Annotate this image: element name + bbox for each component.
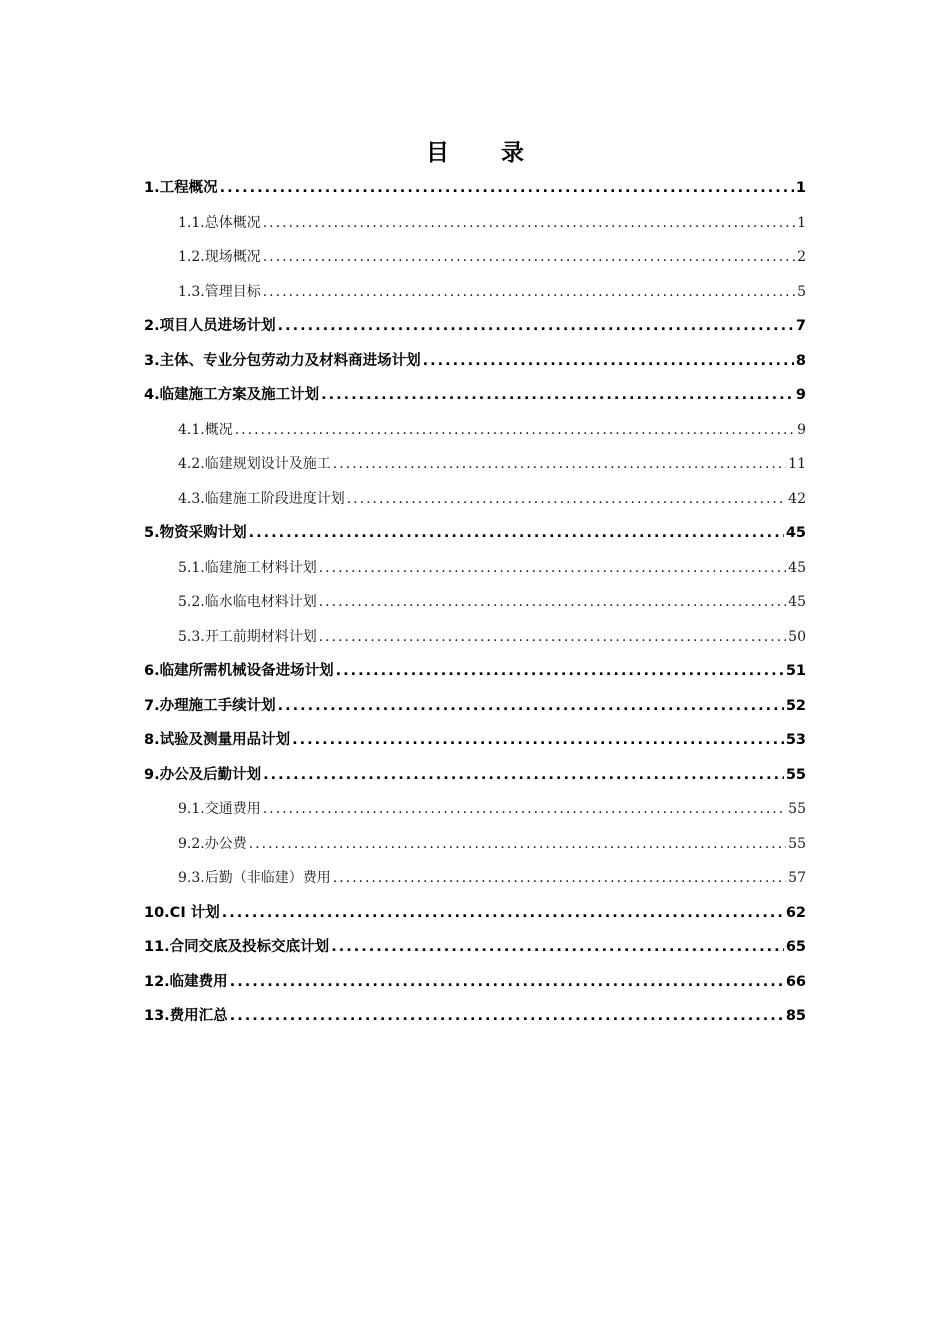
toc-entry-title: 4.临建施工方案及施工计划 — [144, 387, 320, 403]
toc-entry-section[interactable] — [144, 896, 806, 931]
toc-page-number: 9 — [797, 421, 806, 438]
toc-dot-leader — [292, 723, 784, 758]
toc-entry-subsection[interactable] — [144, 827, 806, 862]
toc-entry-title: 5.1.临建施工材料计划 — [178, 559, 317, 576]
toc-page-number: 9 — [795, 387, 806, 403]
toc-dot-leader — [423, 344, 794, 379]
toc-entry-subsection[interactable] — [144, 585, 806, 620]
toc-entry-title: 11.合同交底及投标交底计划 — [144, 939, 330, 955]
toc-entry-subsection[interactable] — [144, 551, 806, 586]
toc-dot-leader — [333, 447, 786, 482]
toc-entry-section[interactable] — [144, 930, 806, 965]
toc-entry-title: 4.3.临建施工阶段进度计划 — [178, 490, 345, 507]
toc-entry-subsection[interactable] — [144, 413, 806, 448]
toc-dot-leader — [230, 965, 784, 1000]
toc-entry-subsection[interactable] — [144, 861, 806, 896]
toc-page-number: 11 — [788, 456, 806, 472]
toc-entry-title: 5.物资采购计划 — [144, 525, 247, 541]
toc-dot-leader — [263, 792, 786, 827]
toc-dot-leader — [347, 482, 786, 517]
toc-entry-title: 9.办公及后勤计划 — [144, 766, 262, 783]
toc-page-number: 1 — [795, 180, 806, 196]
toc-dot-leader — [263, 758, 784, 793]
toc-entry-title: 5.2.临水临电材料计划 — [178, 594, 317, 610]
toc-page-number: 2 — [797, 249, 806, 265]
toc-dot-leader — [278, 689, 784, 724]
toc-page-number: 7 — [795, 318, 806, 334]
toc-entry-title: 1.2.现场概况 — [178, 249, 261, 265]
toc-entry-subsection[interactable] — [144, 275, 806, 310]
toc-entry-subsection[interactable] — [144, 206, 806, 241]
toc-dot-leader — [336, 654, 784, 689]
toc-entry-section[interactable] — [144, 723, 806, 758]
toc-page-number: 1 — [797, 214, 806, 231]
toc-dot-leader — [230, 999, 784, 1034]
toc-entry-title: 4.1.概况 — [178, 421, 233, 438]
toc-entry-title: 12.临建费用 — [144, 973, 228, 990]
toc-page-number: 52 — [785, 697, 806, 714]
toc-title: 目 录 — [425, 140, 546, 166]
toc-entry-subsection[interactable] — [144, 482, 806, 517]
toc-page-number: 51 — [785, 663, 806, 679]
toc-entry-section[interactable] — [144, 689, 806, 724]
toc-entry-subsection[interactable] — [144, 240, 806, 275]
toc-page-number: 45 — [788, 559, 806, 576]
toc-page-number: 66 — [785, 973, 806, 990]
toc-dot-leader — [220, 171, 794, 206]
toc-page-number: 85 — [785, 1008, 806, 1024]
toc-entry-section[interactable] — [144, 516, 806, 551]
toc-dot-leader — [333, 861, 786, 896]
toc-page-number: 5 — [797, 283, 806, 300]
toc-entry-title: 3.主体、专业分包劳动力及材料商进场计划 — [144, 352, 421, 369]
toc-dot-leader — [263, 240, 795, 275]
toc-dot-leader — [319, 620, 786, 655]
toc-dot-leader — [319, 551, 786, 586]
toc-page-number: 8 — [795, 352, 806, 369]
toc-entry-title: 2.项目人员进场计划 — [144, 318, 276, 334]
toc-page-number: 42 — [788, 490, 806, 507]
toc-page-number: 45 — [785, 525, 806, 541]
toc-entry-section[interactable] — [144, 378, 806, 413]
toc-entry-section[interactable] — [144, 965, 806, 1000]
toc-entry-title: 10.CI 计划 — [144, 904, 220, 921]
toc-page-number: 45 — [788, 594, 806, 610]
toc-dot-leader — [249, 516, 784, 551]
toc-entry-section[interactable] — [144, 344, 806, 379]
toc-entry-section[interactable] — [144, 999, 806, 1034]
toc-entry-title: 13.费用汇总 — [144, 1008, 228, 1024]
toc-page-number: 55 — [785, 766, 806, 783]
toc-dot-leader — [321, 378, 794, 413]
toc-page-number: 55 — [788, 801, 806, 817]
toc-entry-section[interactable] — [144, 654, 806, 689]
toc-entry-title: 1.工程概况 — [144, 180, 218, 196]
toc-entry-title: 1.3.管理目标 — [178, 283, 261, 300]
toc-entry-title: 7.办理施工手续计划 — [144, 697, 276, 714]
toc-entry-section[interactable] — [144, 171, 806, 206]
toc-entry-subsection[interactable] — [144, 447, 806, 482]
toc-entry-title: 9.2.办公费 — [178, 835, 247, 852]
toc-dot-leader — [278, 309, 794, 344]
toc-dot-leader — [331, 930, 784, 965]
toc-entry-subsection[interactable] — [144, 792, 806, 827]
toc-entry-section[interactable] — [144, 758, 806, 793]
toc-page-number: 65 — [785, 939, 806, 955]
toc-dot-leader — [263, 275, 795, 310]
toc-dot-leader — [319, 585, 786, 620]
toc-dot-leader — [263, 206, 795, 241]
toc-page-number: 53 — [785, 732, 806, 748]
toc-dot-leader — [249, 827, 786, 862]
toc-entry-title: 9.3.后勤（非临建）费用 — [178, 870, 331, 886]
toc-entry-title: 5.3.开工前期材料计划 — [178, 628, 317, 645]
table-of-contents — [144, 171, 806, 1034]
toc-entry-title: 1.1.总体概况 — [178, 214, 261, 231]
toc-entry-subsection[interactable] — [144, 620, 806, 655]
toc-page-number: 57 — [788, 870, 806, 886]
toc-entry-title: 4.2.临建规划设计及施工 — [178, 456, 331, 472]
toc-entry-title: 8.试验及测量用品计划 — [144, 732, 291, 748]
toc-entry-title: 9.1.交通费用 — [178, 801, 261, 817]
toc-dot-leader — [235, 413, 795, 448]
toc-dot-leader — [222, 896, 784, 931]
toc-entry-title: 6.临建所需机械设备进场计划 — [144, 663, 334, 679]
toc-page-number: 62 — [785, 904, 806, 921]
toc-entry-section[interactable] — [144, 309, 806, 344]
toc-page-number: 55 — [788, 835, 806, 852]
toc-page-number: 50 — [788, 628, 806, 645]
